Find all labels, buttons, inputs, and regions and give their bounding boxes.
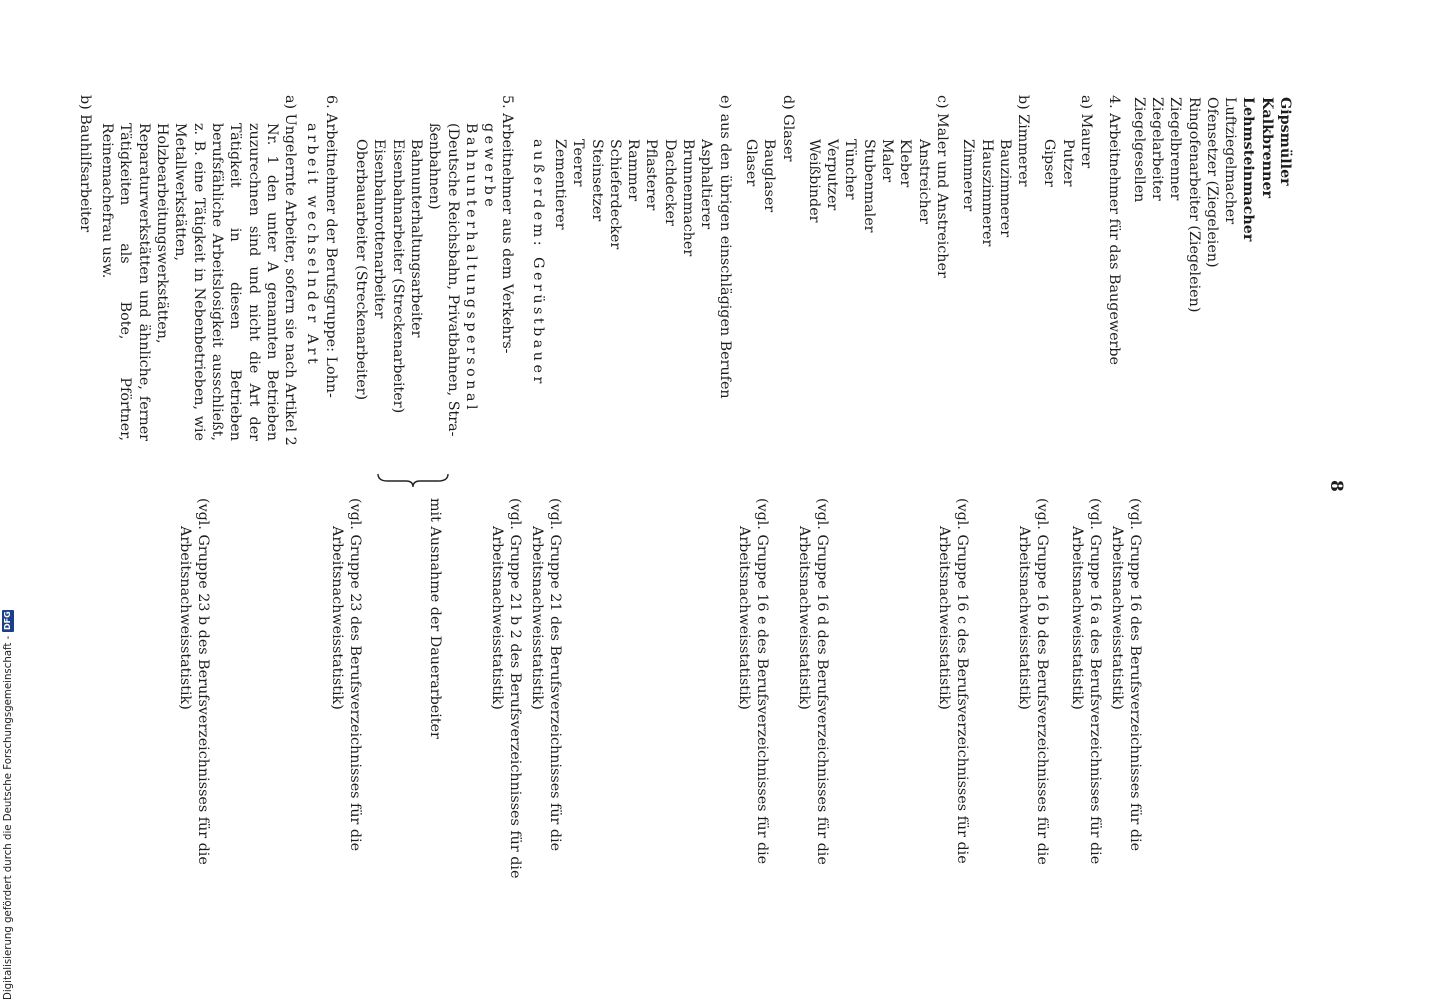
ref-4c: (vgl. Gruppe 16 c des Berufsverzeichnisses für die Arbeitsnachweisstatistik): [935, 498, 970, 864]
list-item: Dachdecker: [661, 139, 678, 226]
list-item: Asphaltierer: [698, 139, 715, 230]
list-item: Zementierer: [552, 139, 569, 230]
list-item: Anstreicher: [915, 139, 932, 224]
section-6-title-2: arbeit wechselnder Art: [304, 123, 321, 368]
list-item: Ziegelgesellen: [1130, 97, 1147, 203]
list-item: Ziegelbrenner: [1167, 97, 1184, 201]
section-4b-list: [959, 95, 1014, 555]
list-item: Steinsetzer: [588, 139, 605, 222]
list-item: Kleber: [897, 139, 914, 188]
list-item: Gipser: [1041, 139, 1058, 187]
section-4b-label: b) Zimmerer: [1015, 95, 1032, 187]
list-item: Hauszimmerer: [978, 139, 995, 247]
section-4e-label: e) aus den übrigen einschlägigen Berufen: [716, 95, 733, 399]
ref-4d: (vgl. Gruppe 16 d des Berufsverzeichnisses für die Arbeitsnachweisstatistik): [795, 498, 830, 865]
list-item: Gipsmüller: [1277, 97, 1293, 186]
section-4d-label: d) Glaser: [779, 95, 796, 162]
list-item: Glaser: [742, 139, 759, 187]
ref-4e: (vgl. Gruppe 16 e des Berufsverzeichnisses für die Arbeitsnachweisstatistik): [735, 498, 770, 865]
section-6a-label: a) Ungelernte Arbeiter, sofern sie nach Artikel 2: [282, 95, 299, 446]
section-4e-list: [551, 95, 716, 555]
section-5-subtitle: Bahnunterhaltungspersonal: [462, 123, 479, 414]
list-item: Putzer: [1059, 139, 1076, 187]
section-4a-label: a) Maurer: [1078, 95, 1095, 169]
ref-4b: (vgl. Gruppe 16 b des Berufsverzeichnisses für die Arbeitsnachweisstatistik): [1015, 498, 1050, 865]
section-6a-text: Nr. 1 den unter A genannten Betrieben zuzurechnen sind und nicht die Art der Tätigkeit in diesen Betrieben berufsfähliche Arbeitslosigkeit ausschließt, z. B. eine Tätigkeit in Nebenbetrieben, wie Metallwerkstätten, Holzbearbeitungswerkstätten, Reparaturwerkstätten und ähnliche, ferner Tätigkeiten als Bote, Pförtner, Reinemachefrau usw.: [99, 123, 280, 441]
section-5-subtitle-2: (Deutsche Reichsbahn, Privatbahnen, Stra-: [444, 123, 461, 437]
ref-4a: (vgl. Gruppe 16 a des Berufsverzeichnisses für die Arbeitsnachweisstatistik): [1068, 498, 1103, 865]
list-item: Brunnenmacher: [680, 139, 697, 257]
list-item: Eisenbahnarbeiter (Streckenarbeiter): [389, 139, 406, 414]
section-4c-list: [805, 95, 933, 555]
footer-text: Digitalisierung gefördert durch die Deutsche Forschungsgemeinschaft -: [2, 635, 14, 1000]
list-item: Bauzimmerer: [996, 139, 1013, 238]
section-4-title: 4. Arbeitnehmer für das Baugewerbe: [1106, 95, 1123, 365]
ref-5b: (vgl. Gruppe 21 b 2 des Berufsverzeichnisses für die Arbeitsnachweisstatistik): [488, 498, 523, 879]
ref-5: (vgl. Gruppe 21 des Berufsverzeichnisses für die Arbeitsnachweisstatistik): [528, 498, 563, 852]
list-item: Eisenbahnrottenarbeiter: [371, 139, 388, 319]
ref-4: (vgl. Gruppe 16 des Berufsverzeichnisses für die Arbeitsnachweisstatistik): [1108, 498, 1143, 852]
section-5-title-1: 5. Arbeitnehmer aus dem Verkehrs-: [499, 95, 516, 354]
page-number: 8: [1326, 480, 1346, 492]
list-item: Luftziegelmacher: [1222, 97, 1239, 225]
list-item: Lehmsteinmacher: [1240, 97, 1257, 242]
ref-5-brace-note: mit Ausnahme der Dauerarbeiter: [427, 498, 443, 739]
list-item: Rammer: [625, 139, 642, 202]
left-column: [76, 95, 1294, 555]
ref-6b: (vgl. Gruppe 23 b des Berufsverzeichnisses für die Arbeitsnachweisstatistik): [176, 498, 211, 865]
section-6-title-1: 6. Arbeitnehmer der Berufsgruppe: Lohn-: [322, 95, 339, 398]
section-4c-label: c) Maler und Anstreicher: [933, 95, 950, 278]
list-item: Bauglaser: [761, 139, 778, 213]
list-item: Verputzer: [824, 139, 841, 211]
list-item: Ofensetzer (Ziegeleien): [1203, 97, 1220, 268]
list-item: Maler: [879, 139, 896, 183]
list-item: Stubenmaler: [860, 139, 877, 233]
section-5-brace: [376, 472, 450, 488]
list-item: Ziegelarbeiter: [1148, 97, 1165, 201]
section-4a-list: [1040, 95, 1077, 555]
section-5-title-2: gewerbe: [481, 123, 498, 211]
list-item: Oberbauarbeiter (Streckenarbeiter): [353, 139, 370, 401]
list-item: Tüncher: [842, 139, 859, 200]
footer-credit: [2, 610, 14, 1000]
top-items-list: [1129, 95, 1294, 555]
list-item: Weißbinder: [805, 139, 822, 223]
section-4-extra: außerdem: Gerüstbauer: [529, 139, 546, 387]
list-item: Ringofenarbeiter (Ziegeleien): [1185, 97, 1202, 313]
list-item: Schieferdecker: [606, 139, 623, 250]
section-5-subtitle-3: ßenbahnen): [426, 123, 443, 210]
section-4d-list: [742, 95, 779, 555]
dfg-logo: DFG: [3, 611, 12, 630]
list-item: Bahnunterhaltungsarbeiter: [407, 139, 424, 338]
list-item: Teerer: [570, 139, 587, 187]
list-item: Pflasterer: [643, 139, 660, 211]
section-6b-label: b) Bauhilfsarbeiter: [76, 95, 93, 233]
list-item: Kalkbrenner: [1258, 97, 1275, 199]
list-item: Zimmerer: [960, 139, 977, 212]
ref-6: (vgl. Gruppe 23 des Berufsverzeichnisses für die Arbeitsnachweisstatistik): [328, 498, 363, 852]
